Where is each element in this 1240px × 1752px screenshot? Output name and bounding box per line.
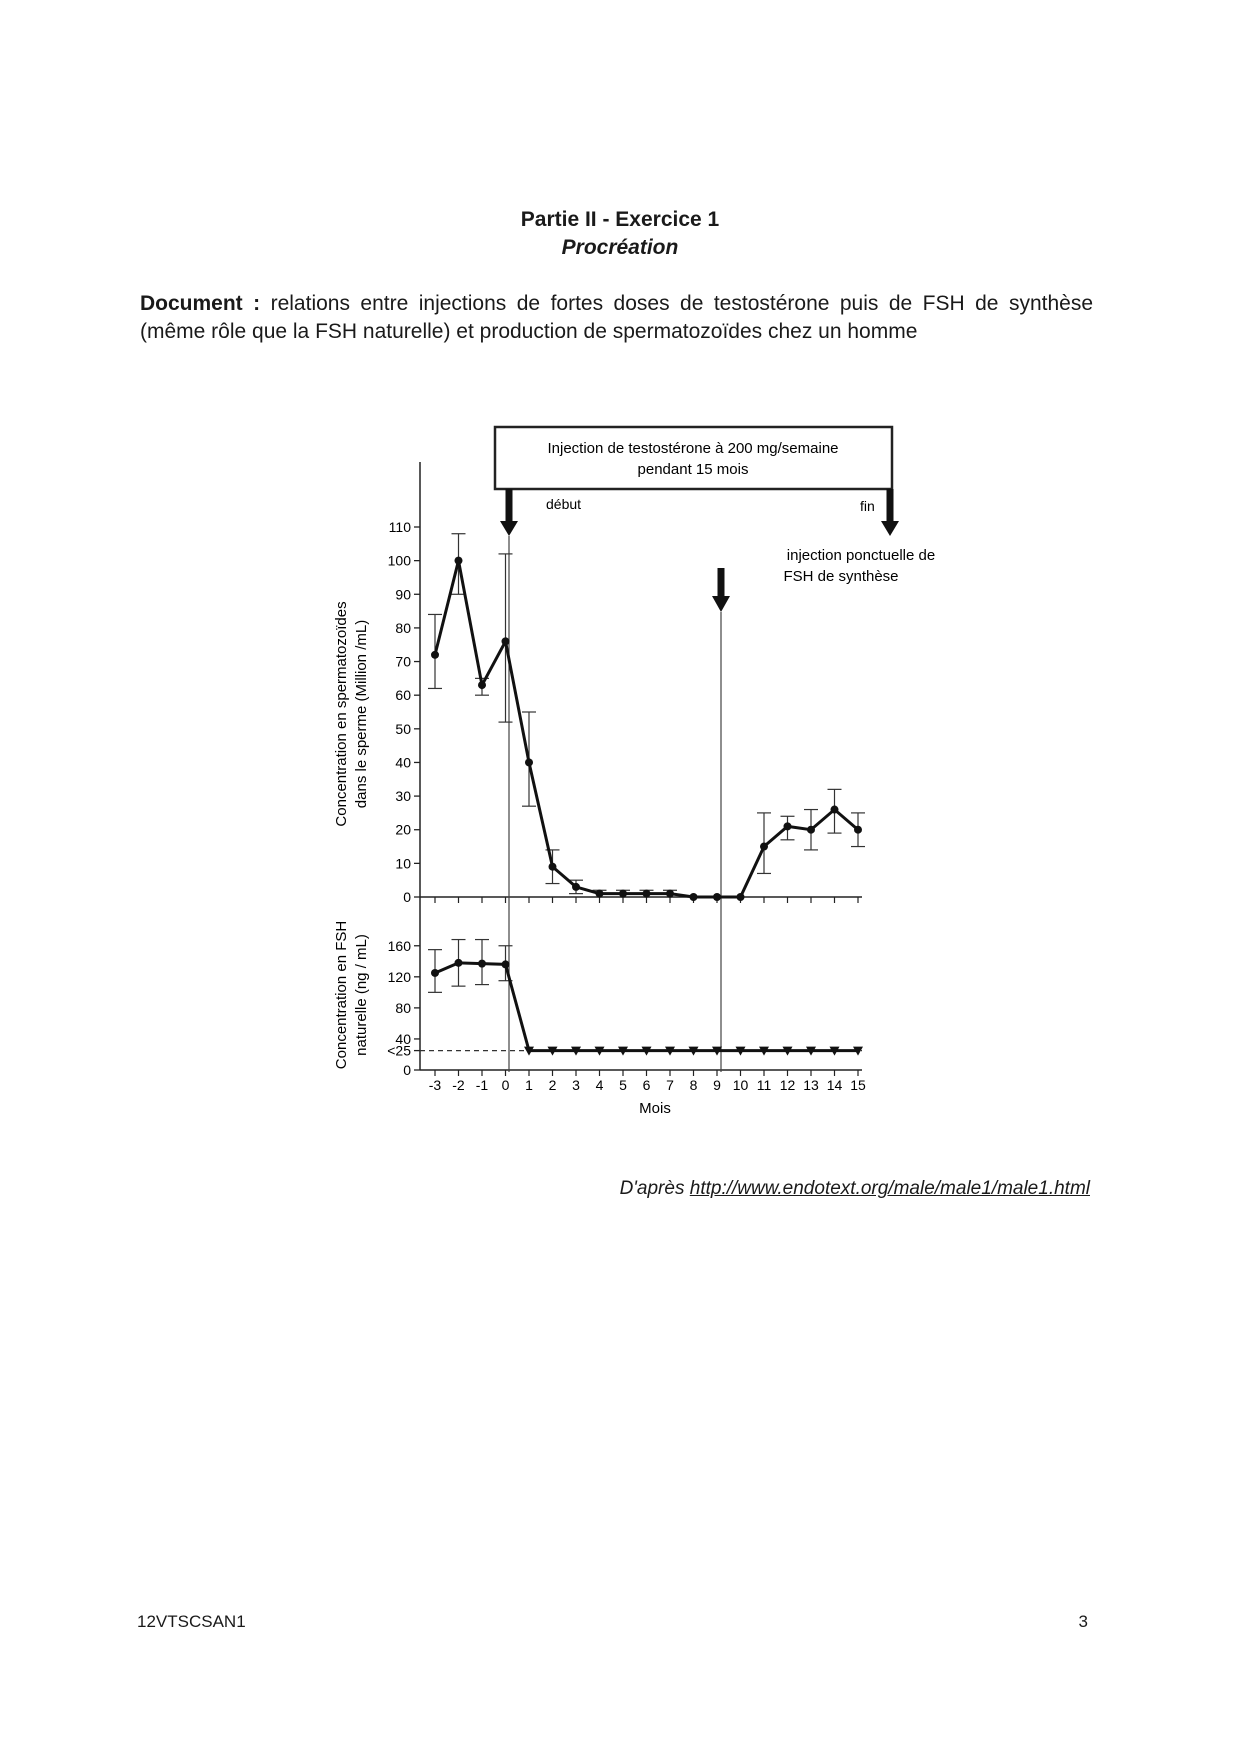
x-tick-label: 8 xyxy=(689,1077,698,1093)
sperm-data-point xyxy=(643,890,651,898)
x-tick-label: 10 xyxy=(732,1077,749,1093)
fsh-data-point xyxy=(478,960,486,968)
sperm-data-point xyxy=(784,822,792,830)
sperm-series-line xyxy=(435,561,858,897)
sperm-y-tick-label: 90 xyxy=(395,586,411,603)
fsh-y-tick-label: 120 xyxy=(387,968,411,985)
sperm-ylabel-line-1: Concentration en spermatozoïdes xyxy=(333,601,350,827)
fsh-data-point xyxy=(431,969,439,977)
fsh-y-tick-label: 0 xyxy=(403,1062,411,1078)
sperm-ylabel-line-2: dans le sperme (Million /mL) xyxy=(353,619,370,809)
fsh-y-tick-label: 80 xyxy=(395,999,411,1016)
x-tick-label: -2 xyxy=(452,1077,465,1093)
sperm-y-tick-label: 20 xyxy=(395,821,411,838)
sperm-data-point xyxy=(619,890,627,898)
source-citation xyxy=(620,1178,1090,1200)
x-tick-label: 5 xyxy=(619,1077,627,1093)
sperm-y-tick-label: 80 xyxy=(395,619,411,636)
chart-marks xyxy=(387,519,866,1093)
sperm-data-point xyxy=(502,637,510,645)
x-tick-label: 3 xyxy=(572,1077,580,1093)
sperm-y-tick-label: 40 xyxy=(395,754,411,771)
sperm-data-point xyxy=(713,893,721,901)
fsh-injection-line-1: injection ponctuelle de xyxy=(786,547,936,564)
sperm-data-point xyxy=(854,826,862,834)
fsh-series-line xyxy=(435,963,858,1051)
x-tick-label: 4 xyxy=(595,1077,604,1093)
fsh-ylabel-line-2: naturelle (ng / mL) xyxy=(353,934,370,1056)
page-title: Partie II - Exercice 1 xyxy=(520,208,720,231)
x-tick-label: 15 xyxy=(850,1077,866,1093)
x-tick-label: 11 xyxy=(756,1077,772,1093)
x-tick-label: 2 xyxy=(548,1077,557,1093)
x-tick-label: 13 xyxy=(803,1077,819,1093)
fsh-ylabel-line-1: Concentration en FSH xyxy=(333,920,350,1070)
fsh-y-tick-label: 40 xyxy=(395,1030,411,1047)
sperm-y-tick-label: 30 xyxy=(395,788,411,805)
sperm-data-point xyxy=(831,806,839,814)
sperm-y-tick-label: 100 xyxy=(387,552,411,569)
fsh-data-point xyxy=(502,960,510,968)
sperm-data-point xyxy=(455,557,463,565)
sperm-y-tick-label: 70 xyxy=(395,653,411,670)
sperm-data-point xyxy=(807,826,815,834)
page-subtitle: Procréation xyxy=(561,236,679,259)
fsh-injection-line-2: FSH de synthèse xyxy=(783,568,899,585)
sperm-data-point xyxy=(572,883,580,891)
x-tick-label: 0 xyxy=(501,1077,510,1093)
fsh-y-tick-label: 160 xyxy=(387,937,411,954)
sperm-y-tick-label: 60 xyxy=(395,687,411,704)
source-prefix: D'après xyxy=(619,1178,685,1199)
sperm-data-point xyxy=(478,681,486,689)
x-tick-label: -3 xyxy=(428,1077,442,1093)
sperm-y-tick-label: 0 xyxy=(403,889,411,905)
end-label: fin xyxy=(860,498,875,514)
sperm-data-point xyxy=(760,843,768,851)
sperm-y-tick-label: 50 xyxy=(395,720,411,737)
sperm-data-point xyxy=(737,893,745,901)
box-line-2: pendant 15 mois xyxy=(637,461,749,478)
box-line-1: Injection de testostérone à 200 mg/semaine xyxy=(547,440,839,457)
fsh-data-point xyxy=(455,959,463,967)
x-tick-label: 14 xyxy=(826,1077,843,1093)
x-tick-label: 9 xyxy=(713,1077,721,1093)
end-arrow-icon xyxy=(881,521,899,536)
start-label: début xyxy=(546,496,582,512)
start-arrow-icon xyxy=(500,521,518,536)
sperm-data-point xyxy=(525,758,533,766)
x-tick-label: -1 xyxy=(475,1077,489,1093)
sperm-data-point xyxy=(690,893,698,901)
sperm-y-tick-label: 110 xyxy=(388,519,411,535)
sperm-y-tick-label: 10 xyxy=(395,855,411,872)
document-label: Document : xyxy=(140,292,261,315)
source-link[interactable]: http://www.endotext.org/male/male1/male1.html xyxy=(689,1178,1090,1199)
x-tick-label: 6 xyxy=(642,1077,651,1093)
sperm-data-point xyxy=(666,890,674,898)
x-tick-label: 7 xyxy=(666,1077,674,1093)
testosterone-injection-box xyxy=(495,427,892,489)
document-code: 12VTSCSAN1 xyxy=(137,1612,246,1631)
sperm-data-point xyxy=(549,863,557,871)
sperm-data-point xyxy=(596,890,604,898)
x-tick-label: 1 xyxy=(525,1077,533,1093)
page-number: 3 xyxy=(1078,1612,1088,1631)
sperm-data-point xyxy=(431,651,439,659)
x-tick-label: 12 xyxy=(779,1077,796,1093)
fsh-arrow-icon xyxy=(712,596,730,612)
x-axis-label: Mois xyxy=(639,1100,671,1117)
document-description: relations entre injections de fortes doses de testostérone puis de FSH de synthèse (même rôle que la FSH naturelle) et production de spermatozoïdes chez un homme xyxy=(140,292,1093,343)
fsh-y-tick-label: <25 xyxy=(387,1042,411,1059)
